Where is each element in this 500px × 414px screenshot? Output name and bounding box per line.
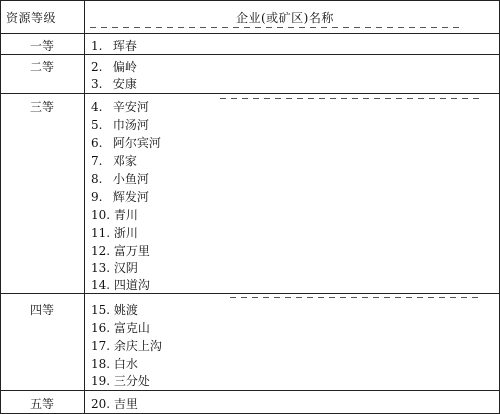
list-item [91, 58, 137, 75]
item-name: 三分处 [113, 374, 150, 388]
grade-label: 二等 [29, 60, 54, 74]
list-item [91, 319, 150, 336]
item-name: 汉阴 [113, 261, 138, 275]
item-number: 4. [91, 100, 103, 114]
item-name: 辛安河 [112, 100, 149, 114]
grade-label: 三等 [29, 100, 54, 114]
grade-column-header: 资源等级 [6, 11, 57, 25]
list-item [91, 224, 138, 241]
item-name: 阿尔宾河 [112, 136, 161, 150]
list-item [91, 395, 138, 412]
item-name: 富克山 [113, 321, 150, 335]
list-item [91, 259, 138, 276]
header-rule [0, 33, 500, 34]
list-item [91, 188, 149, 205]
item-name: 四道沟 [113, 278, 150, 292]
item-number: 6. [91, 136, 103, 150]
item-name: 青川 [113, 208, 138, 222]
group-rule [0, 54, 500, 55]
scan-dash [230, 297, 480, 298]
item-number: 18. [91, 357, 111, 371]
item-number: 9. [91, 190, 103, 204]
list-item [91, 37, 137, 54]
group-rule [0, 293, 500, 294]
item-name: 富万里 [113, 244, 150, 258]
item-number: 15. [91, 303, 111, 317]
item-number: 20. [91, 397, 111, 411]
item-number: 3. [91, 77, 103, 91]
list-item [91, 301, 138, 318]
grade-label: 五等 [29, 397, 54, 411]
item-name: 巾汤河 [112, 118, 149, 132]
scan-dash [220, 98, 480, 99]
list-item [91, 337, 162, 354]
list-item [91, 134, 161, 151]
item-name: 姚渡 [113, 303, 138, 317]
list-item [91, 152, 137, 169]
group-rule [0, 390, 500, 391]
item-name: 辉发河 [112, 190, 149, 204]
grade-label: 一等 [29, 39, 54, 53]
grade-label: 四等 [29, 303, 54, 317]
item-number: 17. [91, 339, 111, 353]
list-item [91, 355, 138, 372]
item-name: 余庆上沟 [113, 339, 162, 353]
name-column-header: 企业(或矿区)名称 [236, 11, 334, 25]
item-name: 珲春 [112, 39, 137, 53]
list-item [91, 75, 137, 92]
list-item [91, 170, 149, 187]
item-name: 吉里 [113, 397, 138, 411]
item-name: 邓家 [112, 154, 137, 168]
list-item [91, 372, 150, 389]
group-rule [0, 93, 500, 94]
item-number: 11. [91, 226, 111, 240]
item-number: 16. [91, 321, 111, 335]
scan-dash [90, 27, 460, 28]
item-name: 白水 [113, 357, 138, 371]
item-number: 14. [91, 278, 111, 292]
item-name: 安康 [112, 77, 137, 91]
item-number: 19. [91, 374, 111, 388]
list-item [91, 276, 150, 293]
item-number: 13. [91, 261, 111, 275]
item-number: 2. [91, 60, 103, 74]
list-item [91, 98, 149, 115]
list-item [91, 242, 150, 259]
list-item [91, 116, 149, 133]
item-number: 10. [91, 208, 111, 222]
item-number: 1. [91, 39, 103, 53]
item-number: 7. [91, 154, 103, 168]
list-item [91, 206, 138, 223]
item-number: 5. [91, 118, 103, 132]
item-number: 8. [91, 172, 103, 186]
item-name: 偏岭 [112, 60, 137, 74]
item-name: 小鱼河 [112, 172, 149, 186]
item-name: 浙川 [113, 226, 138, 240]
item-number: 12. [91, 244, 111, 258]
column-divider [84, 0, 85, 414]
